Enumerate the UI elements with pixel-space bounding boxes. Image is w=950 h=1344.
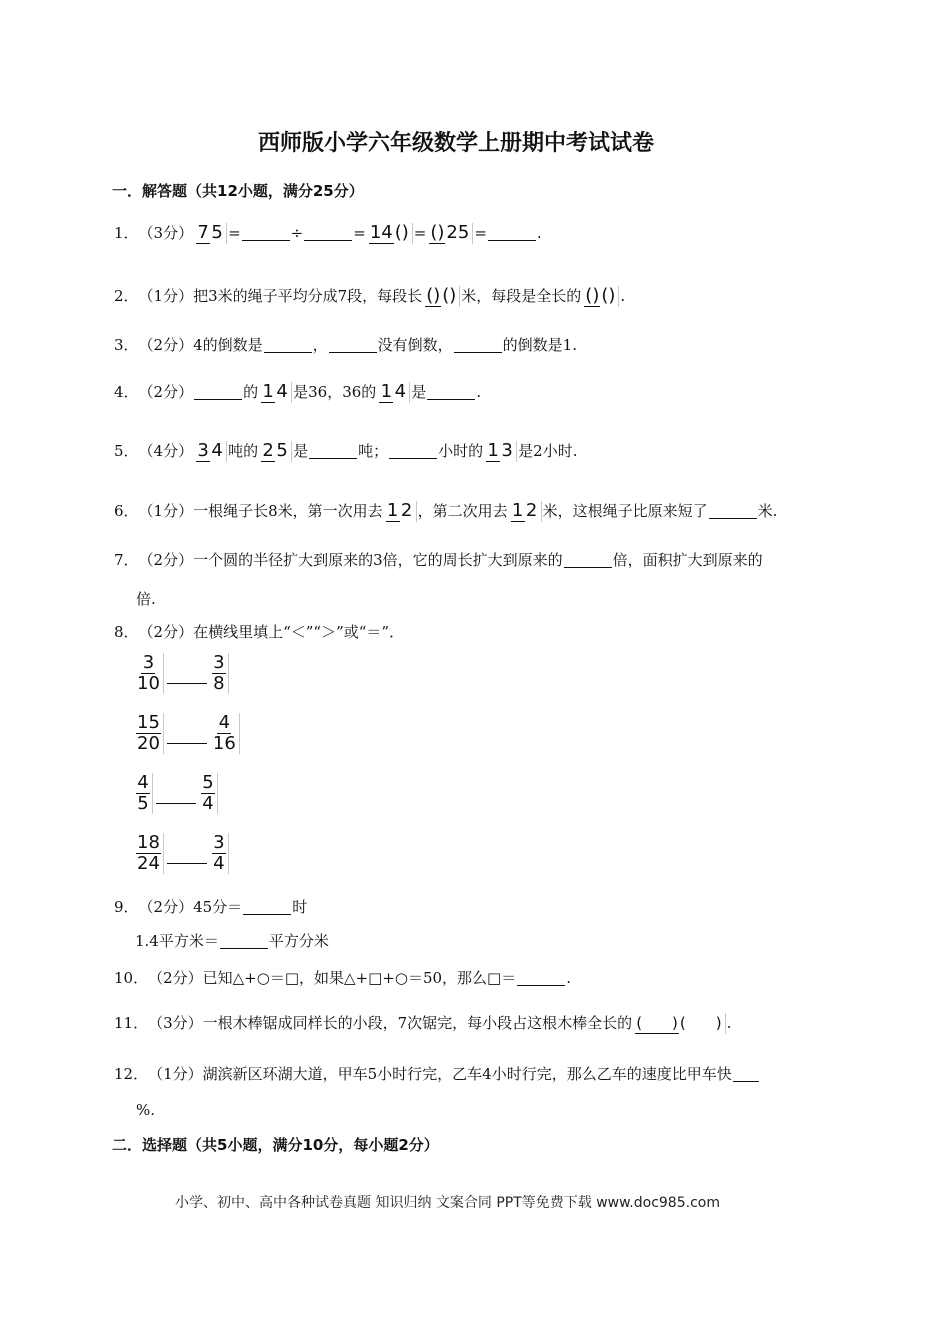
- answer-blank[interactable]: [564, 553, 612, 568]
- answer-blank[interactable]: [309, 444, 357, 459]
- fraction: $\frac{5}{4}$: [199, 773, 218, 814]
- question-12-cont: [136, 1098, 155, 1122]
- question-6: [114, 488, 777, 534]
- fraction: 1 3: [484, 441, 517, 462]
- question-2: [114, 273, 625, 319]
- compare-row: [133, 833, 230, 874]
- fraction: 3 4: [194, 441, 227, 462]
- question-text: 小时的: [438, 442, 484, 460]
- answer-blank[interactable]: [488, 226, 536, 241]
- question-11: [114, 1000, 731, 1046]
- answer-blank[interactable]: [304, 226, 352, 241]
- answer-blank[interactable]: [220, 934, 268, 949]
- equals-sign: =: [228, 224, 241, 242]
- fraction: $\frac{3}{4}$: [210, 833, 229, 874]
- fraction-blank[interactable]: ( ) ( ): [633, 1013, 725, 1034]
- fraction: 1 4: [377, 382, 410, 403]
- question-text: 45分＝: [193, 898, 243, 916]
- fraction-blank[interactable]: () (): [582, 286, 619, 307]
- fraction: 14 (): [367, 223, 413, 244]
- question-number: 12．: [114, 1065, 149, 1083]
- question-text: 没有倒数，: [377, 336, 453, 354]
- answer-blank[interactable]: [194, 385, 242, 400]
- period: .: [620, 287, 626, 305]
- fraction: () 25: [427, 223, 473, 244]
- fraction-blank[interactable]: () (): [423, 286, 460, 307]
- question-4: [114, 369, 481, 415]
- question-text: 是: [411, 383, 427, 401]
- question-text: 是36，36的: [293, 383, 377, 401]
- question-text: 是2小时.: [518, 442, 578, 460]
- question-number: 11．: [114, 1014, 149, 1032]
- fraction: 1 4: [259, 382, 292, 403]
- period: .: [476, 383, 482, 401]
- question-text: 把3米的绳子平均分成7段，每段长: [193, 287, 423, 305]
- question-12: [114, 1062, 760, 1086]
- section-heading-1: 一．解答题（共12小题，满分25分）: [112, 182, 364, 200]
- question-3: [114, 333, 577, 357]
- question-text: 米，这根绳子比原来短了: [542, 502, 708, 520]
- answer-blank[interactable]: [427, 385, 475, 400]
- fraction: $\frac{3}{10}$: [134, 653, 164, 694]
- question-number: 1．: [114, 224, 139, 242]
- question-10: [114, 966, 571, 990]
- compare-blank[interactable]: [167, 683, 207, 684]
- answer-blank[interactable]: [454, 338, 502, 353]
- question-number: 9．: [114, 898, 139, 916]
- question-text: 吨；: [358, 442, 389, 460]
- equals-sign: =: [474, 224, 487, 242]
- question-text: 吨的: [228, 442, 259, 460]
- answer-blank[interactable]: [243, 900, 291, 915]
- question-text: 米，每段是全长的: [461, 287, 582, 305]
- question-score: （1分）: [148, 1065, 203, 1083]
- question-8: [114, 620, 404, 644]
- question-text: 已知△+○＝□，如果△+□+○＝50，那么□＝: [202, 969, 517, 987]
- answer-blank[interactable]: [709, 504, 757, 519]
- fraction: 1 2: [384, 501, 417, 522]
- question-text: 一根木棒锯成同样长的小段，7次锯完，每小段占这根木棒全长的: [202, 1014, 633, 1032]
- answer-blank[interactable]: [733, 1067, 759, 1082]
- question-text: 倍.: [136, 590, 156, 608]
- question-text: 的: [243, 383, 259, 401]
- question-text: 4的倒数是: [193, 336, 263, 354]
- question-text: %.: [136, 1101, 156, 1119]
- question-score: （1分）: [138, 287, 194, 305]
- question-number: 8．: [114, 623, 139, 641]
- question-9-part2: [135, 929, 329, 953]
- period: .: [536, 224, 542, 242]
- question-number: 4．: [114, 383, 139, 401]
- page-title: 西师版小学六年级数学上册期中考试试卷: [258, 131, 655, 156]
- compare-blank[interactable]: [167, 743, 207, 744]
- question-score: （2分）: [138, 551, 194, 569]
- question-text: 是: [293, 442, 309, 460]
- question-number: 5．: [114, 442, 139, 460]
- compare-row: [133, 713, 241, 754]
- section-heading-2: 二．选择题（共5小题，满分10分，每小题2分）: [112, 1136, 439, 1154]
- question-score: （2分）: [138, 383, 194, 401]
- equals-sign: =: [353, 224, 366, 242]
- question-text: 湖滨新区环湖大道，甲车5小时行完，乙车4小时行完，那么乙车的速度比甲车快: [202, 1065, 732, 1083]
- question-7-cont: [136, 587, 156, 611]
- question-number: 3．: [114, 336, 139, 354]
- fraction: $\frac{18}{24}$: [134, 833, 164, 874]
- fraction: $\frac{4}{16}$: [210, 713, 240, 754]
- question-text: ，: [312, 336, 328, 354]
- divide-sign: ÷: [290, 224, 304, 242]
- answer-blank[interactable]: [242, 226, 290, 241]
- period: .: [726, 1014, 732, 1032]
- question-text: 时: [292, 898, 308, 916]
- question-score: （1分）: [138, 502, 194, 520]
- fraction: 1 2: [509, 501, 542, 522]
- answer-blank[interactable]: [389, 444, 437, 459]
- question-number: 6．: [114, 502, 139, 520]
- question-text: 平方分米: [268, 932, 329, 950]
- question-text: 一个圆的半径扩大到原来的3倍，它的周长扩大到原来的: [193, 551, 563, 569]
- question-text: 倍，面积扩大到原来的: [612, 551, 763, 569]
- question-score: （2分）: [148, 969, 203, 987]
- question-text: 1.4平方米＝: [135, 932, 219, 950]
- answer-blank[interactable]: [264, 338, 312, 353]
- question-score: （2分）: [138, 623, 194, 641]
- question-number: 2．: [114, 287, 139, 305]
- fraction: $\frac{4}{5}$: [134, 773, 153, 814]
- fraction: $\frac{3}{8}$: [210, 653, 229, 694]
- question-score: （2分）: [138, 898, 194, 916]
- answer-blank[interactable]: [517, 971, 565, 986]
- compare-row: [133, 773, 219, 814]
- question-9: [114, 895, 307, 919]
- question-score: （2分）: [138, 336, 194, 354]
- question-score: （4分）: [138, 442, 194, 460]
- question-text: 在横线里填上“＜”“＞”或“＝”．: [193, 623, 405, 641]
- fraction: 7 5: [194, 223, 227, 244]
- question-text: 的倒数是1.: [502, 336, 577, 354]
- equals-sign: =: [413, 224, 427, 242]
- question-score: （3分）: [138, 224, 194, 242]
- fraction: 2 5: [259, 441, 292, 462]
- question-1: [114, 210, 542, 256]
- period: .: [566, 969, 571, 987]
- question-7: [114, 548, 763, 572]
- question-score: （3分）: [148, 1014, 203, 1032]
- question-number: 10．: [114, 969, 149, 987]
- question-number: 7．: [114, 551, 139, 569]
- question-text: 一根绳子长8米，第一次用去: [193, 502, 383, 520]
- question-text: ，第二次用去: [417, 502, 508, 520]
- compare-blank[interactable]: [156, 803, 196, 804]
- page-footer: 小学、初中、高中各种试卷真题 知识归纳 文案合同 PPT等免费下载 www.doc985.com: [175, 1195, 720, 1211]
- answer-blank[interactable]: [329, 338, 377, 353]
- question-5: [114, 428, 577, 474]
- compare-row: [133, 653, 230, 694]
- fraction: $\frac{15}{20}$: [134, 713, 164, 754]
- question-text: 米.: [757, 502, 778, 520]
- compare-blank[interactable]: [167, 863, 207, 864]
